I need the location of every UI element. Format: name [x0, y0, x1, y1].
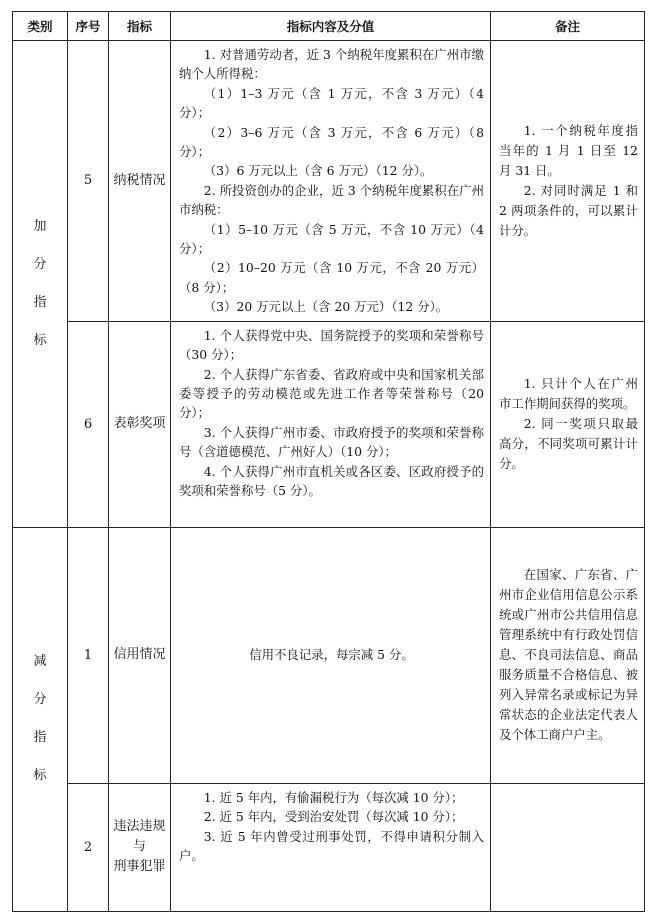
table-row-tax	[13, 41, 645, 322]
table-row-violations	[13, 783, 645, 911]
header-seq: 序号	[68, 12, 109, 41]
row-content: 1. 个人获得党中央、国务院授予的奖项和荣誉称号（30 分）； 2. 个人获得广东省委、省政府或中央和国家机关部委等授予的劳动模范或先进工作者等荣誉称号（20 分）； 3. 个人获得广州市委、市政府授予的奖项和荣誉称号（含道德模范、广州好人）（10 分）； 4. 个人获得广州市直机关或各区委、区政府授予的奖项和荣誉称号（5 分）。	[171, 321, 491, 527]
row-indicator: 纳税情况	[109, 41, 171, 322]
row-content: 1. 近 5 年内，有偷漏税行为（每次减 10 分）； 2. 近 5 年内，受到治安处罚（每次减 10 分）； 3. 近 5 年内曾受过刑事处罚，不得申请积分制入户。	[171, 783, 491, 911]
row-content: 信用不良记录，每宗减 5 分。	[171, 527, 491, 783]
header-note: 备注	[491, 12, 645, 41]
row-indicator: 信用情况	[109, 527, 171, 783]
row-note: 1. 只计个人在广州市工作期间获得的奖项。 2. 同一奖项只取最高分，不同奖项可累计计分。	[491, 321, 645, 527]
row-seq: 6	[68, 321, 109, 527]
table-row-credit	[13, 527, 645, 783]
header-indicator: 指标	[109, 12, 171, 41]
row-seq: 5	[68, 41, 109, 322]
row-indicator: 表彰奖项	[109, 321, 171, 527]
section-label-deduct: 减 分 指 标	[13, 527, 68, 911]
header-content: 指标内容及分值	[171, 12, 491, 41]
section-label-add: 加 分 指 标	[13, 41, 68, 528]
row-note	[491, 783, 645, 911]
row-indicator: 违法违规 与 刑事犯罪	[109, 783, 171, 911]
table-row-awards	[13, 321, 645, 527]
points-indicator-table	[12, 11, 645, 912]
row-seq: 2	[68, 783, 109, 911]
row-content: 1. 对普通劳动者，近 3 个纳税年度累积在广州市缴纳个人所得税： （1）1–3 万元（含 1 万元，不含 3 万元）（4 分）； （2）3–6 万元（含 3 万元，不含 6 万元）（8 分）； （3）6 万元以上（含 6 万元）（12 分）。 2. 所投资创办的企业，近 3 个纳税年度累积在广州市纳税： （1）5–10 万元（含 5 万元，不含 10 万元）（4 分）； （2）10–20 万元（含 10 万元，不含 20 万元）（8 分）； （3）20 万元以上（含 20 万元）（12 分）。	[171, 41, 491, 322]
row-note: 1. 一个纳税年度指当年的 1 月 1 日至 12 月 31 日。 2. 对同时满足 1 和 2 两项条件的，可以累计计分。	[491, 41, 645, 322]
score-table-page	[12, 11, 644, 912]
row-seq: 1	[68, 527, 109, 783]
header-category: 类别	[13, 12, 68, 41]
row-note: 在国家、广东省、广州市企业信用信息公示系统或广州市公共信用信息管理系统中有行政处罚信息、不良司法信息、商品服务质量不合格信息、被列入异常名录或标记为异常状态的企业法定代表人及个体工商户户主。	[491, 527, 645, 783]
header-row	[13, 12, 645, 41]
